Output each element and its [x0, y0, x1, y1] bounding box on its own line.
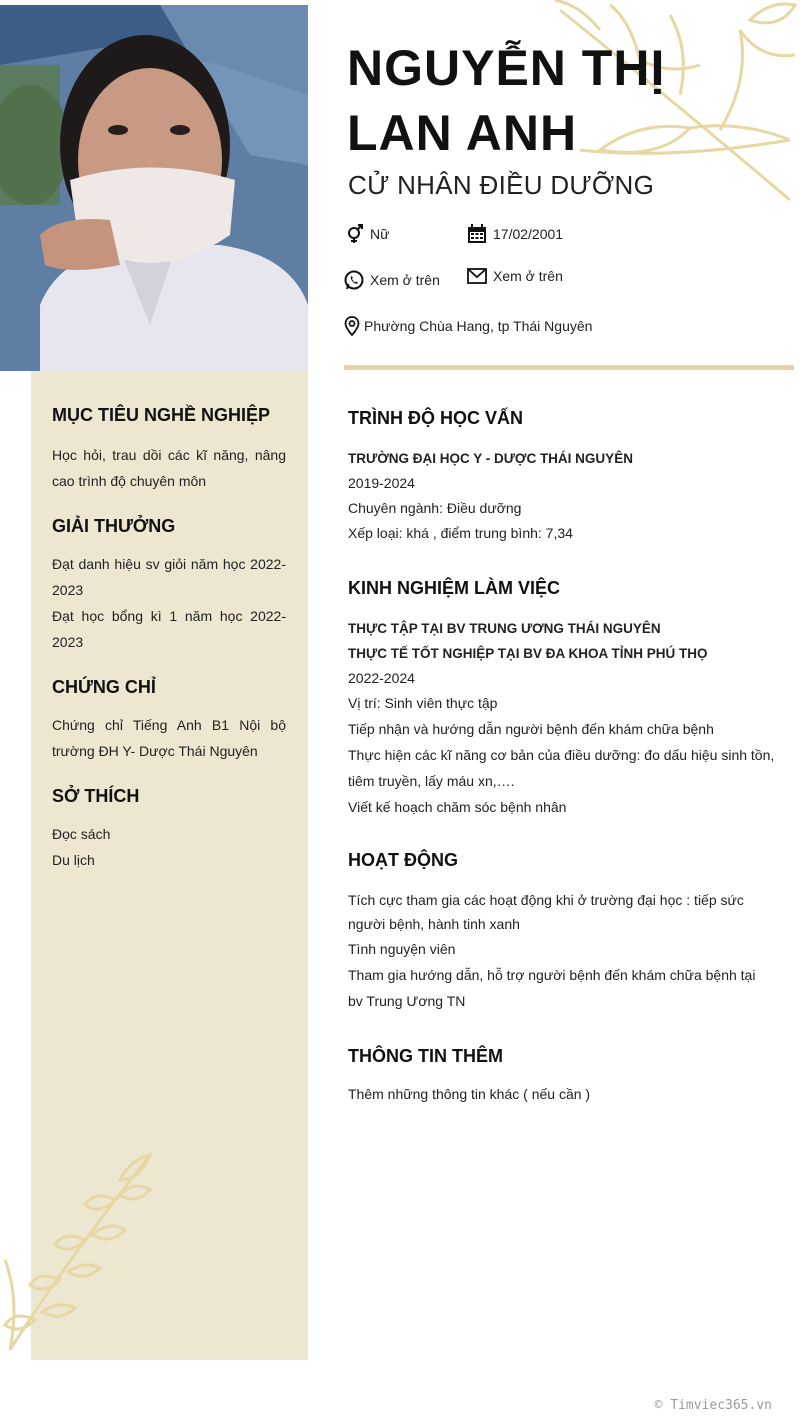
certificates-heading: CHỨNG CHỈ	[52, 677, 156, 697]
email-info	[467, 268, 563, 284]
awards-heading: GIẢI THƯỞNG	[52, 516, 176, 536]
gender-value: Nữ	[370, 226, 390, 242]
activity-item: Tích cực tham gia các hoạt động khi ở trường đại học : tiếp sức người bệnh, hành tinh xanh	[348, 892, 744, 932]
birthday-info	[467, 224, 563, 244]
job-title: CỬ NHÂN ĐIỀU DƯỠNG	[348, 170, 655, 200]
certificates-text: Chứng chỉ Tiếng Anh B1 Nội bộ trường ĐH Y- Dược Thái Nguyên	[52, 717, 286, 759]
activities-heading: HOẠT ĐỘNG	[348, 850, 458, 870]
watermark: © Timviec365.vn	[654, 1398, 772, 1413]
experience-section	[348, 616, 778, 820]
objective-text: Học hỏi, trau dồi các kĩ năng, nâng cao trình độ chuyên môn	[52, 447, 286, 489]
education-heading: TRÌNH ĐỘ HỌC VẤN	[348, 408, 523, 428]
experience-duty: Tiếp nhận và hướng dẫn người bệnh đến khám chữa bệnh	[348, 721, 714, 737]
experience-period: 2022-2024	[348, 670, 415, 686]
experience-title: THỰC TẬP TẠI BV TRUNG ƯƠNG THÁI NGUYÊN	[348, 621, 661, 636]
activities-section	[348, 888, 768, 1014]
hobbies-heading: SỞ THÍCH	[52, 786, 140, 806]
hobby-item: Đọc sách	[52, 826, 111, 842]
gender-info	[344, 224, 389, 244]
award-item: Đạt học bổng kì 1 năm học 2022-2023	[52, 608, 286, 650]
award-item: Đạt danh hiệu sv giỏi năm học 2022-2023	[52, 556, 286, 598]
objective-heading: MỤC TIÊU NGHỀ NGHIỆP	[52, 405, 271, 425]
full-name	[347, 36, 767, 166]
phone-value: Xem ở trên	[370, 272, 440, 288]
leaf-decoration-icon	[0, 1150, 200, 1360]
education-period: 2019-2024	[348, 475, 415, 491]
email-icon	[467, 268, 487, 284]
location-icon	[344, 316, 360, 336]
name-line-1: NGUYỄN THỊ	[347, 40, 666, 96]
name-line-2: LAN ANH	[347, 105, 578, 161]
calendar-icon	[467, 224, 487, 244]
activity-item: Tình nguyện viên	[348, 941, 456, 957]
phone-icon	[344, 270, 364, 290]
awards-list	[52, 551, 286, 655]
experience-title: THỰC TẾ TỐT NGHIỆP TẠI BV ĐA KHOA TỈNH PHÚ THỌ	[348, 646, 708, 661]
education-major: Chuyên ngành: Điều dưỡng	[348, 500, 522, 516]
school-name: TRƯỜNG ĐẠI HỌC Y - DƯỢC THÁI NGUYÊN	[348, 451, 633, 466]
hobbies-list	[52, 821, 286, 873]
profile-photo	[0, 5, 308, 371]
extra-heading: THÔNG TIN THÊM	[348, 1046, 503, 1066]
gender-icon	[344, 224, 364, 244]
header-divider	[344, 365, 794, 370]
birthday-value: 17/02/2001	[493, 226, 564, 242]
activity-item: Tham gia hướng dẫn, hỗ trợ người bệnh đến khám chữa bệnh tại bv Trung Ương TN	[348, 967, 756, 1009]
extra-text: Thêm những thông tin khác ( nếu cần )	[348, 1086, 591, 1102]
address-value: Phường Chùa Hang, tp Thái Nguyên	[364, 318, 593, 334]
phone-info	[344, 270, 440, 290]
experience-duty: Thực hiện các kĩ năng cơ bản của điều dưỡng: đo dấu hiệu sinh tồn, tiêm truyền, lấy máu xn,….	[348, 747, 775, 789]
experience-position: Vị trí: Sinh viên thực tập	[348, 695, 498, 711]
hobby-item: Du lịch	[52, 852, 95, 868]
experience-heading: KINH NGHIỆM LÀM VIỆC	[348, 578, 561, 598]
experience-duty: Viết kế hoạch chăm sóc bệnh nhân	[348, 799, 567, 815]
email-value: Xem ở trên	[493, 268, 563, 284]
address-info	[344, 316, 592, 336]
education-grade: Xếp loại: khá , điểm trung bình: 7,34	[348, 525, 573, 541]
education-section	[348, 446, 778, 546]
